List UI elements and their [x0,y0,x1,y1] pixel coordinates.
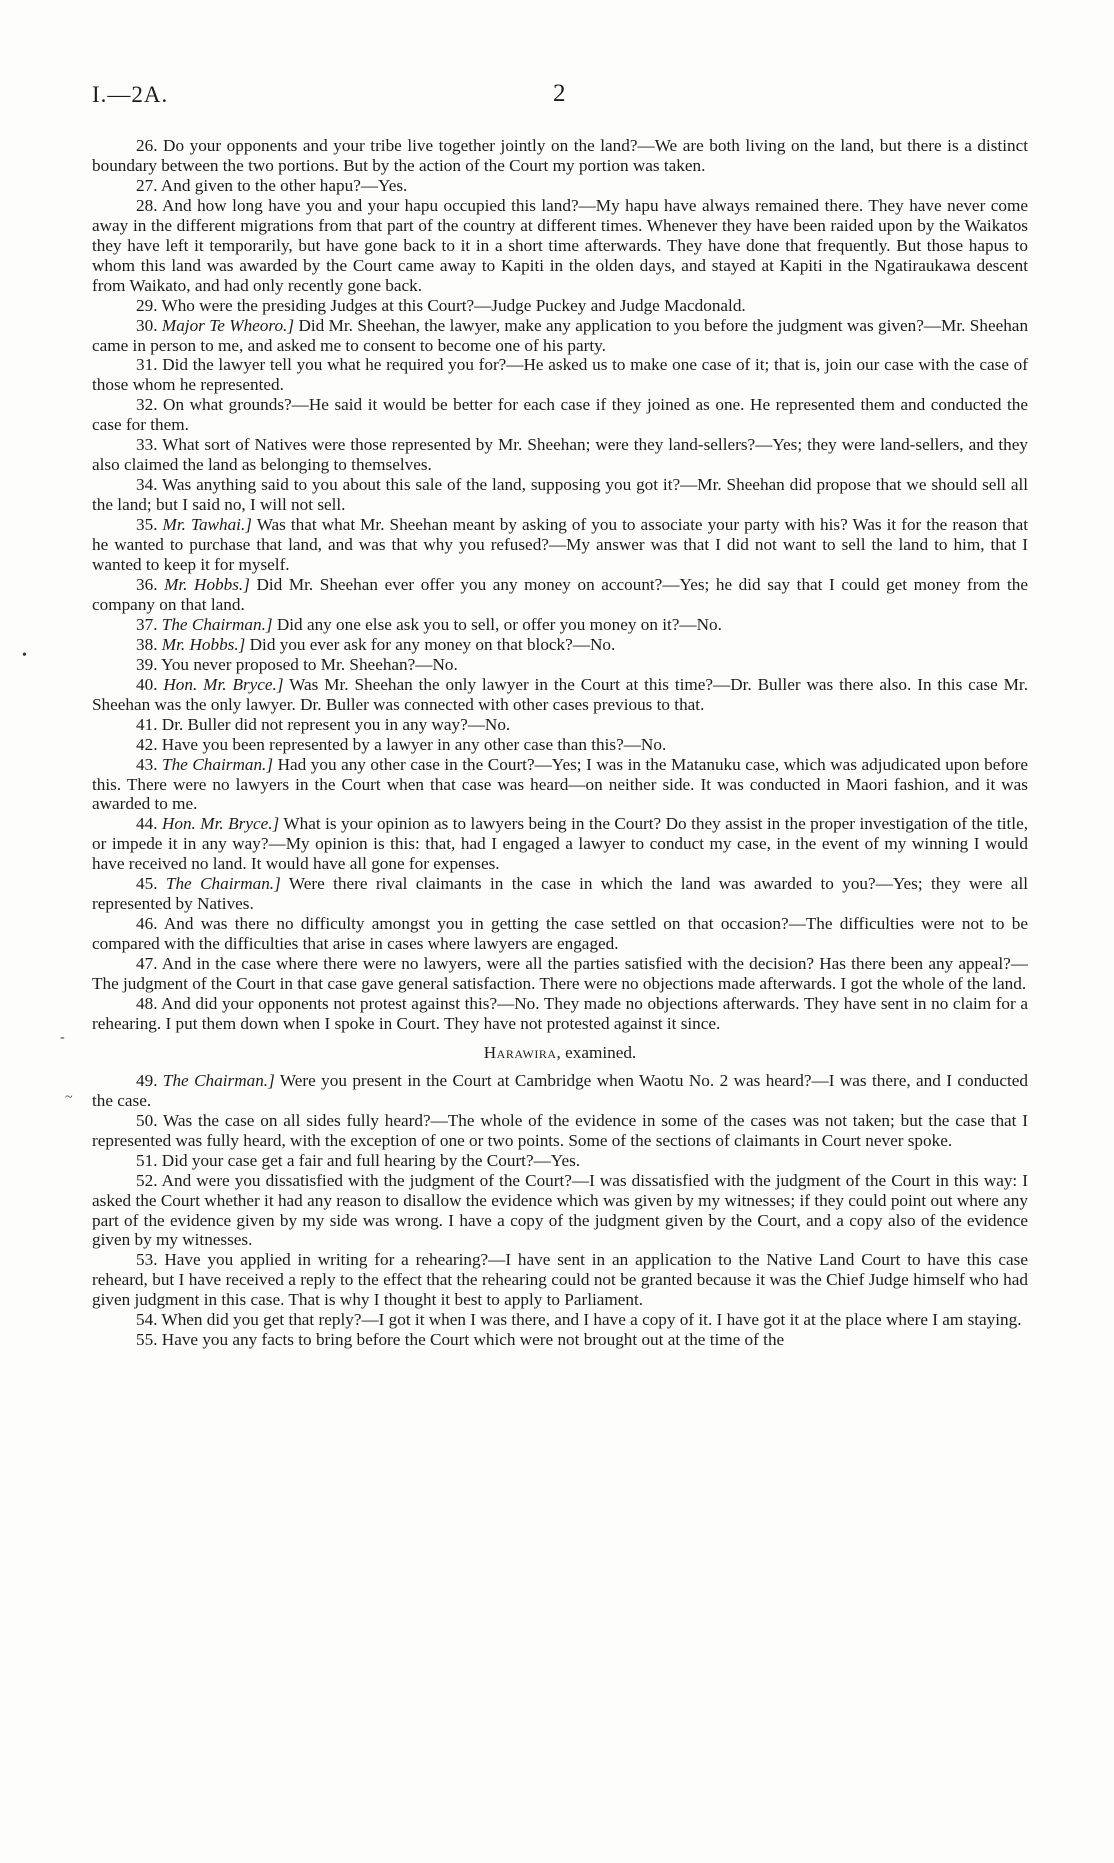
paragraph-text: 50. Was the case on all sides fully heard?—The whole of the evidence in some of the cases was not taken; but the case that I represented was fully heard, with the exception of one or two points. Some of the sections of claimants in Court never spoke. [92,1110,1028,1150]
paragraph-text: 31. Did the lawyer tell you what he required you for?—He asked us to make one case of it; that is, join our case with the case of those whom he represented. [92,355,1028,395]
margin-mark: • [22,648,27,663]
paragraph-text: 33. What sort of Natives were those represented by Mr. Sheehan; were they land-sellers?—Yes; they were land-sellers, and they also claimed the land as belonging to themselves. [92,435,1028,475]
paragraph-text: Was Mr. Sheehan the only lawyer in the Court at this time?—Dr. Buller was there also. In this case Mr. Sheehan was the only lawyer. Dr. Buller was connected with other cases previous to that. [92,674,1028,714]
paragraph-text: 32. On what grounds?—He said it would be better for each case if they joined as one. He represented them and conducted the case for them. [92,395,1028,435]
paragraph-text: Had you any other case in the Court?—Yes; I was in the Matanuku case, which was adjudicated upon before this. There were no lawyers in the Court when that case was heard—on neither side. It was conducted in Maori fashion, and it was awarded to me. [92,754,1029,814]
question-answer-paragraph [92,395,1028,435]
paragraph-text: 26. Do your opponents and your tribe live together jointly on the land?—We are both living on the land, but there is a distinct boundary between the two portions. But by the action of the Court my portion was taken. [92,136,1028,175]
speaker-name: Hon. Mr. Bryce.] [161,814,280,834]
section-heading-suffix: , examined. [556,1042,637,1062]
paragraph-text: 55. Have you any facts to bring before the Court which were not brought out at the time of the [136,1330,785,1350]
question-answer-paragraph [92,655,1028,675]
question-answer-paragraph [92,296,1028,316]
question-answer-paragraph [92,615,1028,635]
question-answer-paragraph [92,1330,1028,1350]
paragraph-text: 47. And in the case where there were no lawyers, were all the parties satisfied with the decision? Has there been any appeal?—The judgment of the Court in that case gave general satisfaction. There were no objections made afterwards. I got the whole of the land. [92,954,1028,994]
paragraph-text: 39. You never proposed to Mr. Sheehan?—No. [136,654,458,674]
question-answer-paragraph [92,735,1028,755]
paragraph-text: 54. When did you get that reply?—I got it when I was there, and I have a copy of it. I have got it at the place where I am staying. [136,1310,1022,1330]
question-answer-paragraph [92,755,1028,815]
question-number: 36. [136,574,158,594]
testimony-section-1 [92,136,1028,1034]
question-number: 43. [136,754,158,774]
paragraph-text: 29. Who were the presiding Judges at this Court?—Judge Puckey and Judge Macdonald. [136,295,746,315]
question-answer-paragraph [92,136,1028,176]
testimony-section-2 [92,1071,1028,1350]
question-answer-paragraph [92,874,1028,914]
question-answer-paragraph [92,355,1028,395]
speaker-name: The Chairman.] [162,1070,275,1090]
speaker-name: The Chairman.] [161,614,273,634]
paragraph-text: Was that what Mr. Sheehan meant by asking of you to associate your party with his? Was it for the reason that he wanted to purchase that land, and was that why you refused?—My answer was that I did not want to sell the land to him, that I wanted to keep it for myself. [92,515,1029,575]
paragraph-text: Did any one else ask you to sell, or offer you money on it?—No. [276,614,722,634]
question-answer-paragraph [92,196,1028,296]
speaker-name: Hon. Mr. Bryce.] [163,674,284,694]
paragraph-text: Did Mr. Sheehan ever offer you any money on account?—Yes; he did say that I could get money from the company on that land. [92,574,1028,614]
paragraph-text: What is your opinion as to lawyers being in the Court? Do they assist in the proper investigation of the title, or impede it in any way?—My opinion is this: that, had I engaged a lawyer to conduct my case, in the event of my winning I would have received no land. It would have all gone for expenses. [92,814,1028,874]
paragraph-text: Did you ever ask for any money on that block?—No. [249,634,616,654]
question-number: 35. [136,515,158,535]
question-answer-paragraph [92,1071,1028,1111]
speaker-name: Major Te Wheoro.] [161,315,295,335]
document-reference: I.—2A. [92,82,169,107]
question-answer-paragraph [92,715,1028,735]
speaker-name: Mr. Hobbs.] [161,634,246,654]
question-answer-paragraph [92,515,1028,575]
margin-mark: - [60,1030,65,1045]
question-answer-paragraph [92,435,1028,475]
speaker-name: Mr. Hobbs.] [164,574,250,594]
paragraph-text: 27. And given to the other hapu?—Yes. [136,175,408,195]
margin-mark: ~ [65,1090,73,1105]
paragraph-text: 51. Did your case get a fair and full hearing by the Court?—Yes. [136,1150,581,1170]
question-number: 45. [136,874,158,894]
question-answer-paragraph [92,1250,1028,1310]
question-number: 40. [136,674,158,694]
paragraph-text: 41. Dr. Buller did not represent you in any way?—No. [136,714,511,734]
paragraph-text: 48. And did your opponents not protest against this?—No. They made no objections afterwards. They have sent in no claim for a rehearing. I put them down when I spoke in Court. They have not protested against it since. [92,993,1028,1033]
paragraph-text: 28. And how long have you and your hapu occupied this land?—My hapu have always remained there. They have never come away in the different migrations from that part of the country at different times. Whenever they have been raided upon by the Waikatos they have left it temporarily, but have gone back to it in a short time afterwards. They have done that frequently. But those hapus to whom this land was awarded by the Court came away to Kapiti in the olden days, and stayed at Kapiti in the Ngatiraukawa descent from Waikato, and had only recently gone back. [92,195,1028,295]
speaker-name: The Chairman.] [165,874,281,894]
document-body [92,136,1028,1350]
question-answer-paragraph [92,954,1028,994]
speaker-name: Mr. Tawhai.] [162,515,252,535]
witness-name: Harawira [483,1042,557,1062]
question-answer-paragraph [92,994,1028,1034]
paragraph-text: Were there rival claimants in the case in which the land was awarded to you?—Yes; they were all represented by Natives. [92,874,1028,914]
question-answer-paragraph [92,1111,1028,1151]
paragraph-text: Did Mr. Sheehan, the lawyer, make any application to you before the judgment was given?—Mr. Sheehan came in person to me, and asked me to consent to become one of his party. [92,315,1029,355]
question-number: 38. [136,634,158,654]
question-number: 49. [136,1070,158,1090]
question-answer-paragraph [92,475,1028,515]
question-number: 37. [136,614,158,634]
speaker-name: The Chairman.] [162,754,274,774]
question-answer-paragraph [92,316,1028,356]
question-answer-paragraph [92,914,1028,954]
question-answer-paragraph [92,1151,1028,1171]
paragraph-text: 46. And was there no difficulty amongst you in getting the case settled on that occasion?—The difficulties were not to be compared with the difficulties that arise in cases where lawyers are engaged. [92,914,1028,954]
page-number: 2 [553,80,566,107]
paragraph-text: 52. And were you dissatisfied with the judgment of the Court?—I was dissatisfied with the judgment of the Court in this way: I asked the Court whether it had any reason to disallow the evidence which was given by my witnesses; if they could point out where any part of the evidence given by my side was wrong. I have a copy of the judgment given by the Court, and a copy also of the evidence given by my witnesses. [92,1170,1028,1250]
paragraph-text: 53. Have you applied in writing for a rehearing?—I have sent in an application to the Native Land Court to have this case reheard, but I have received a reply to the effect that the rehearing could not be granted because it was the Chief Judge himself who had given judgment in this case. That is why I thought it best to apply to Parliament. [92,1250,1028,1310]
section-heading [92,1043,1028,1063]
question-answer-paragraph [92,675,1028,715]
paragraph-text: Were you present in the Court at Cambridge when Waotu No. 2 was heard?—I was there, and I conducted the case. [92,1070,1029,1110]
question-answer-paragraph [92,1310,1028,1330]
question-answer-paragraph [92,1171,1028,1251]
question-answer-paragraph [92,635,1028,655]
question-answer-paragraph [92,814,1028,874]
question-answer-paragraph [92,575,1028,615]
question-answer-paragraph [92,176,1028,196]
question-number: 44. [136,814,158,834]
paragraph-text: 42. Have you been represented by a lawyer in any other case than this?—No. [136,734,667,754]
question-number: 30. [136,315,158,335]
paragraph-text: 34. Was anything said to you about this sale of the land, supposing you got it?—Mr. Sheehan did propose that we should sell all the land; but I said no, I will not sell. [92,475,1028,515]
